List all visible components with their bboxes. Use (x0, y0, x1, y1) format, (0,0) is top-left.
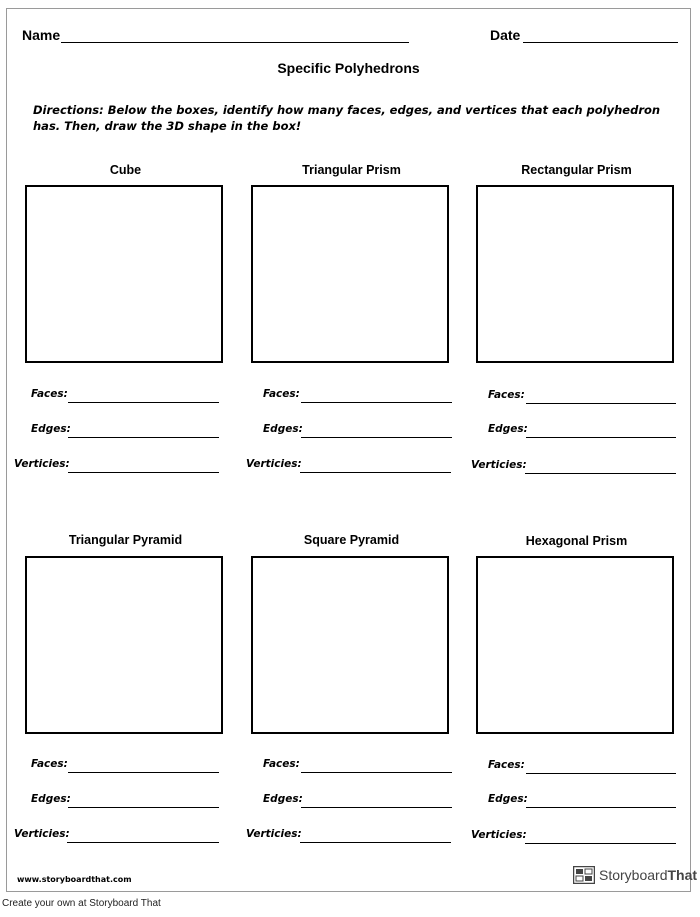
vertices-label: Verticies: (471, 459, 527, 471)
vertices-label: Verticies: (246, 458, 302, 470)
date-label: Date (490, 27, 521, 43)
faces-line[interactable] (68, 772, 219, 773)
vertices-label: Verticies: (14, 458, 70, 470)
vertices-label: Verticies: (14, 828, 70, 840)
name-label: Name (22, 27, 61, 43)
footer-link[interactable]: Create your own at Storyboard That (2, 898, 161, 909)
vertices-line[interactable] (67, 842, 219, 843)
drawing-box[interactable] (476, 185, 674, 363)
storyboard-logo-icon (573, 866, 595, 884)
faces-label: Faces: (488, 759, 525, 771)
shape-title: Cube (109, 163, 142, 177)
storyboardthat-logo (573, 866, 697, 884)
edges-label: Edges: (31, 423, 71, 435)
edges-line[interactable] (526, 807, 676, 808)
vertices-line[interactable] (300, 842, 451, 843)
drawing-box[interactable] (251, 556, 449, 734)
logo-wordmark (599, 867, 697, 883)
faces-line[interactable] (301, 772, 452, 773)
shape-title: Triangular Prism (302, 163, 401, 177)
edges-label: Edges: (263, 793, 303, 805)
logo-that-text: That (667, 867, 698, 883)
shape-title: Rectangular Prism (521, 163, 632, 177)
edges-label: Edges: (263, 423, 303, 435)
vertices-label: Verticies: (246, 828, 302, 840)
vertices-line[interactable] (68, 472, 219, 473)
edges-line[interactable] (301, 437, 452, 438)
edges-label: Edges: (488, 793, 528, 805)
edges-label: Edges: (31, 793, 71, 805)
faces-line[interactable] (68, 402, 219, 403)
vertices-line[interactable] (300, 472, 451, 473)
name-line[interactable] (61, 42, 409, 43)
faces-label: Faces: (31, 388, 68, 400)
faces-line[interactable] (526, 403, 676, 404)
page-title: Specific Polyhedrons (277, 60, 420, 76)
drawing-box[interactable] (251, 185, 449, 363)
faces-line[interactable] (526, 773, 676, 774)
faces-label: Faces: (263, 758, 300, 770)
logo-story-text: Storyboard (599, 867, 668, 883)
drawing-box[interactable] (476, 556, 674, 734)
edges-line[interactable] (68, 807, 219, 808)
worksheet (6, 8, 698, 892)
edges-line[interactable] (301, 807, 452, 808)
shape-title: Triangular Pyramid (68, 533, 183, 547)
shape-title: Hexagonal Prism (525, 534, 628, 548)
edges-label: Edges: (488, 423, 528, 435)
faces-label: Faces: (488, 389, 525, 401)
directions-text: Directions: Below the boxes, identify how many faces, edges, and vertices that each polyhedron has. Then, draw the 3D shape in the box! (33, 103, 661, 133)
vertices-line[interactable] (525, 843, 676, 844)
faces-line[interactable] (301, 402, 452, 403)
vertices-line[interactable] (525, 473, 676, 474)
shape-title: Square Pyramid (303, 533, 400, 547)
site-url: www.storyboardthat.com (17, 875, 132, 884)
edges-line[interactable] (526, 437, 676, 438)
vertices-label: Verticies: (471, 829, 527, 841)
faces-label: Faces: (31, 758, 68, 770)
drawing-box[interactable] (25, 556, 223, 734)
date-line[interactable] (523, 42, 678, 43)
drawing-box[interactable] (25, 185, 223, 363)
faces-label: Faces: (263, 388, 300, 400)
edges-line[interactable] (68, 437, 219, 438)
